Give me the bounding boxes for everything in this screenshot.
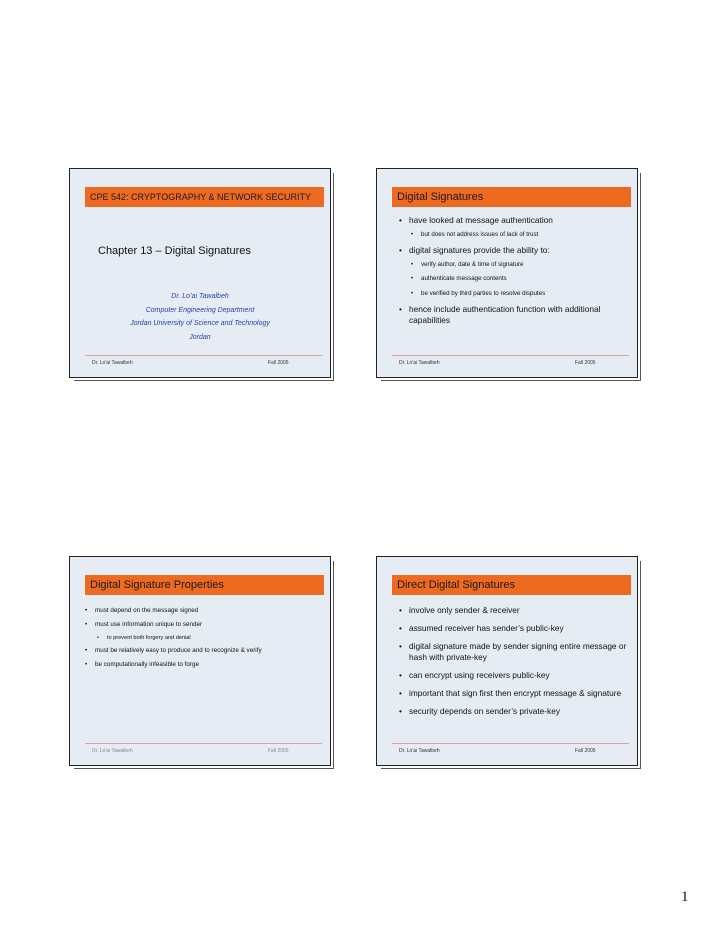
- sub-bullet-item: • verify author, date & time of signature: [399, 261, 631, 269]
- footer-term: Fall 2005: [268, 748, 289, 754]
- footer-author: Dr. Lo'ai Tawalbeh: [399, 360, 440, 366]
- slide-direct-digital-signatures: [376, 556, 638, 766]
- chapter-heading: Chapter 13 – Digital Signatures: [98, 245, 251, 257]
- slide-title: [69, 168, 331, 378]
- sub-bullet-item: • authenticate message contents: [399, 275, 631, 283]
- bullet-item: • digital signature made by sender signing entire message or hash with private-key: [399, 641, 631, 663]
- page-number: 1: [681, 889, 689, 905]
- bullet-list: [85, 607, 325, 675]
- footer-author: Dr. Lo'ai Tawalbeh: [92, 360, 133, 366]
- author-department: Computer Engineering Department: [145, 306, 255, 314]
- footer-divider: [85, 743, 322, 744]
- footer-author: Dr. Lo'ai Tawalbeh: [399, 748, 440, 754]
- footer-divider: [392, 355, 629, 356]
- slide-title-bar: Digital Signature Properties: [85, 575, 324, 595]
- bullet-item: • must be relatively easy to produce and to recognize & verify: [85, 647, 325, 655]
- author-university: Jordan University of Science and Technology: [130, 320, 270, 327]
- slide-signature-properties: [69, 556, 331, 766]
- bullet-item: • can encrypt using receivers public-key: [399, 670, 631, 681]
- footer-term: Fall 2005: [575, 360, 596, 366]
- bullet-item: • hence include authentication function with additional capabilities: [399, 304, 631, 325]
- bullet-item: • must depend on the message signed: [85, 607, 325, 615]
- bullet-item: • have looked at message authentication: [399, 215, 631, 226]
- sub-bullet-item: • but does not address issues of lack of trust: [399, 231, 631, 239]
- footer-term: Fall 2005: [575, 748, 596, 754]
- sub-bullet-item: • be verified by third parties to resolve disputes: [399, 290, 631, 298]
- author-block: [70, 290, 330, 344]
- author-country: Jordan: [189, 333, 211, 341]
- author-name: Dr. Lo’ai Tawalbeh: [171, 293, 229, 300]
- bullet-item: • be computationally infeasible to forge: [85, 661, 325, 669]
- bullet-item: • digital signatures provide the ability to:: [399, 245, 631, 256]
- bullet-list: [399, 605, 631, 724]
- slide-digital-signatures: [376, 168, 638, 378]
- slide-title-bar: Direct Digital Signatures: [392, 575, 631, 595]
- bullet-item: • must use information unique to sender: [85, 621, 325, 629]
- bullet-item: • important that sign first then encrypt message & signature: [399, 688, 631, 699]
- bullet-item: • involve only sender & receiver: [399, 605, 631, 616]
- footer-author: Dr. Lo'ai Tawalbeh: [92, 748, 133, 754]
- bullet-item: • assumed receiver has sender’s public-key: [399, 623, 631, 634]
- bullet-list: [399, 215, 631, 330]
- footer-divider: [85, 355, 322, 356]
- footer-term: Fall 2005: [268, 360, 289, 366]
- footer-divider: [392, 743, 629, 744]
- bullet-item: • security depends on sender’s private-key: [399, 706, 631, 717]
- sub-bullet-item: • to prevent both forgery and denial: [85, 635, 325, 642]
- slide-title-bar: Digital Signatures: [392, 187, 631, 207]
- slide-title-bar: CPE 542: CRYPTOGRAPHY & NETWORK SECURITY: [85, 187, 324, 207]
